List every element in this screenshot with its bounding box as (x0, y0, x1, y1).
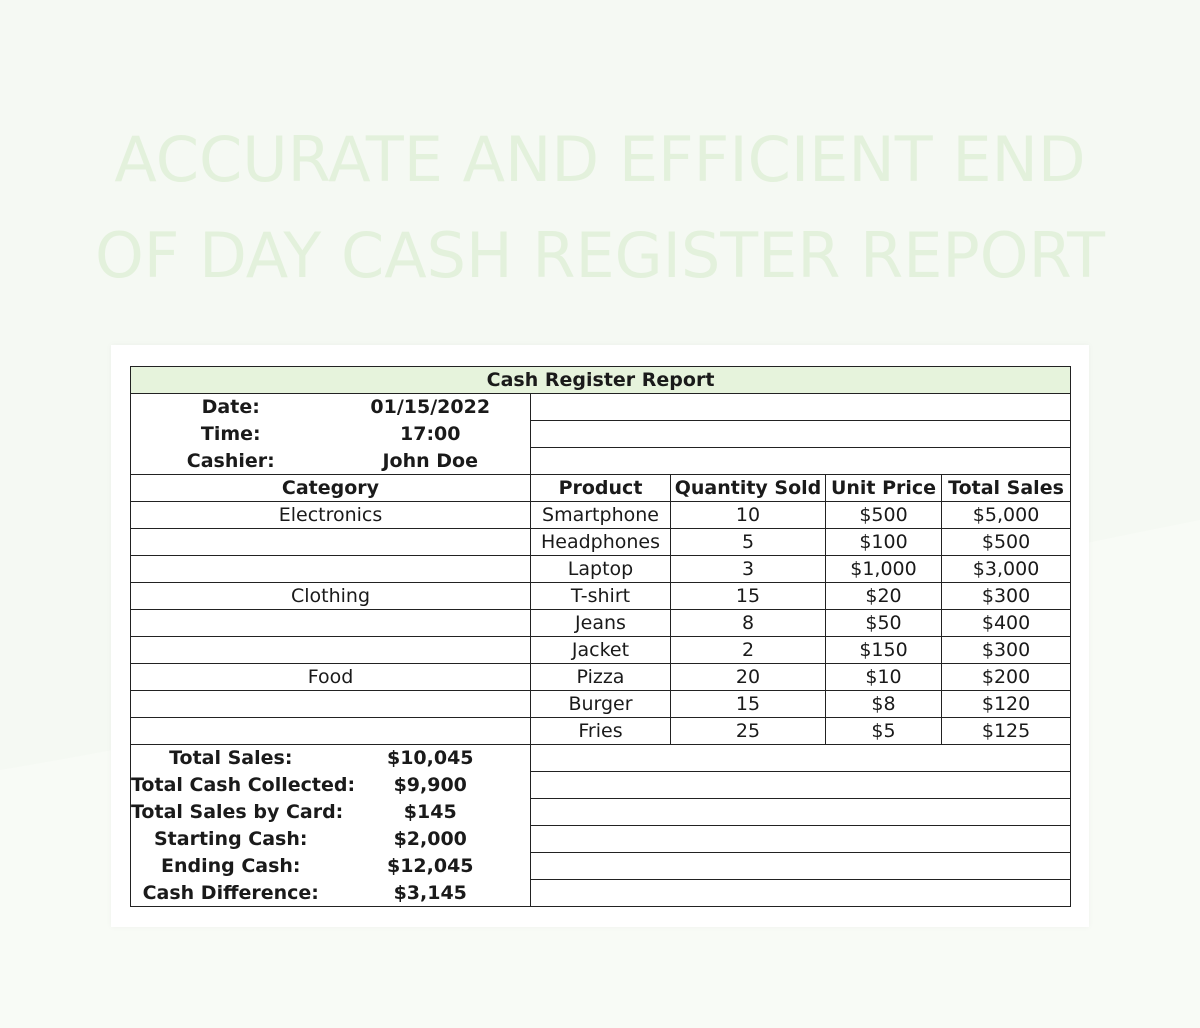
info-label-date: Date: (131, 394, 331, 421)
category-cell (131, 718, 531, 745)
quantity-cell: 25 (671, 718, 826, 745)
category-cell: Electronics (131, 502, 531, 529)
category-cell (131, 610, 531, 637)
summary-row-total-sales (131, 745, 1071, 772)
info-label-time: Time: (131, 421, 331, 448)
product-cell: Fries (531, 718, 671, 745)
column-header-product: Product (531, 475, 671, 502)
summary-label: Total Cash Collected: (131, 772, 331, 799)
summary-label: Starting Cash: (131, 826, 331, 853)
page-title-line-1: ACCURATE AND EFFICIENT END (114, 123, 1086, 196)
category-cell: Clothing (131, 583, 531, 610)
total-sales-cell: $125 (942, 718, 1071, 745)
category-cell (131, 529, 531, 556)
product-cell: Smartphone (531, 502, 671, 529)
product-cell: Pizza (531, 664, 671, 691)
quantity-cell: 2 (671, 637, 826, 664)
table-row (131, 556, 1071, 583)
category-cell (131, 691, 531, 718)
unit-price-cell: $8 (826, 691, 942, 718)
quantity-cell: 15 (671, 583, 826, 610)
info-value-time: 17:00 (331, 421, 531, 448)
summary-label: Cash Difference: (131, 880, 331, 907)
info-row-date (131, 394, 1071, 421)
quantity-cell: 5 (671, 529, 826, 556)
table-row (131, 502, 1071, 529)
total-sales-cell: $300 (942, 583, 1071, 610)
quantity-cell: 20 (671, 664, 826, 691)
column-header-category: Category (131, 475, 531, 502)
unit-price-cell: $20 (826, 583, 942, 610)
table-row (131, 664, 1071, 691)
column-header-quantity-sold: Quantity Sold (671, 475, 826, 502)
column-header-unit-price: Unit Price (826, 475, 942, 502)
report-title: Cash Register Report (131, 367, 1071, 394)
table-row (131, 637, 1071, 664)
summary-value: $145 (331, 799, 531, 826)
unit-price-cell: $50 (826, 610, 942, 637)
product-cell: Headphones (531, 529, 671, 556)
category-cell (131, 556, 531, 583)
unit-price-cell: $150 (826, 637, 942, 664)
table-row (131, 718, 1071, 745)
page-title (0, 112, 1200, 304)
quantity-cell: 8 (671, 610, 826, 637)
total-sales-cell: $300 (942, 637, 1071, 664)
unit-price-cell: $5 (826, 718, 942, 745)
total-sales-cell: $200 (942, 664, 1071, 691)
summary-value: $12,045 (331, 853, 531, 880)
quantity-cell: 3 (671, 556, 826, 583)
product-cell: Jacket (531, 637, 671, 664)
category-cell (131, 637, 531, 664)
quantity-cell: 15 (671, 691, 826, 718)
summary-row-total-sales-by-card (131, 799, 1071, 826)
unit-price-cell: $100 (826, 529, 942, 556)
product-cell: Jeans (531, 610, 671, 637)
total-sales-cell: $5,000 (942, 502, 1071, 529)
quantity-cell: 10 (671, 502, 826, 529)
summary-row-ending-cash (131, 853, 1071, 880)
product-cell: Laptop (531, 556, 671, 583)
product-cell: T-shirt (531, 583, 671, 610)
unit-price-cell: $500 (826, 502, 942, 529)
info-value-date: 01/15/2022 (331, 394, 531, 421)
info-row-time (131, 421, 1071, 448)
total-sales-cell: $500 (942, 529, 1071, 556)
product-cell: Burger (531, 691, 671, 718)
summary-label: Total Sales: (131, 745, 331, 772)
table-row (131, 529, 1071, 556)
table-row (131, 610, 1071, 637)
info-row-cashier (131, 448, 1071, 475)
category-cell: Food (131, 664, 531, 691)
summary-value: $10,045 (331, 745, 531, 772)
summary-row-cash-difference (131, 880, 1071, 907)
summary-row-total-cash-collected (131, 772, 1071, 799)
cash-register-report-table (130, 366, 1071, 907)
total-sales-cell: $400 (942, 610, 1071, 637)
total-sales-cell: $120 (942, 691, 1071, 718)
summary-value: $2,000 (331, 826, 531, 853)
info-label-cashier: Cashier: (131, 448, 331, 475)
summary-value: $9,900 (331, 772, 531, 799)
unit-price-cell: $10 (826, 664, 942, 691)
summary-label: Ending Cash: (131, 853, 331, 880)
column-header-row (131, 475, 1071, 502)
report-title-row (131, 367, 1071, 394)
table-row (131, 691, 1071, 718)
summary-row-starting-cash (131, 826, 1071, 853)
column-header-total-sales: Total Sales (942, 475, 1071, 502)
info-value-cashier: John Doe (331, 448, 531, 475)
page-title-line-2: OF DAY CASH REGISTER REPORT (94, 219, 1106, 292)
summary-label: Total Sales by Card: (131, 799, 331, 826)
table-row (131, 583, 1071, 610)
unit-price-cell: $1,000 (826, 556, 942, 583)
summary-value: $3,145 (331, 880, 531, 907)
total-sales-cell: $3,000 (942, 556, 1071, 583)
